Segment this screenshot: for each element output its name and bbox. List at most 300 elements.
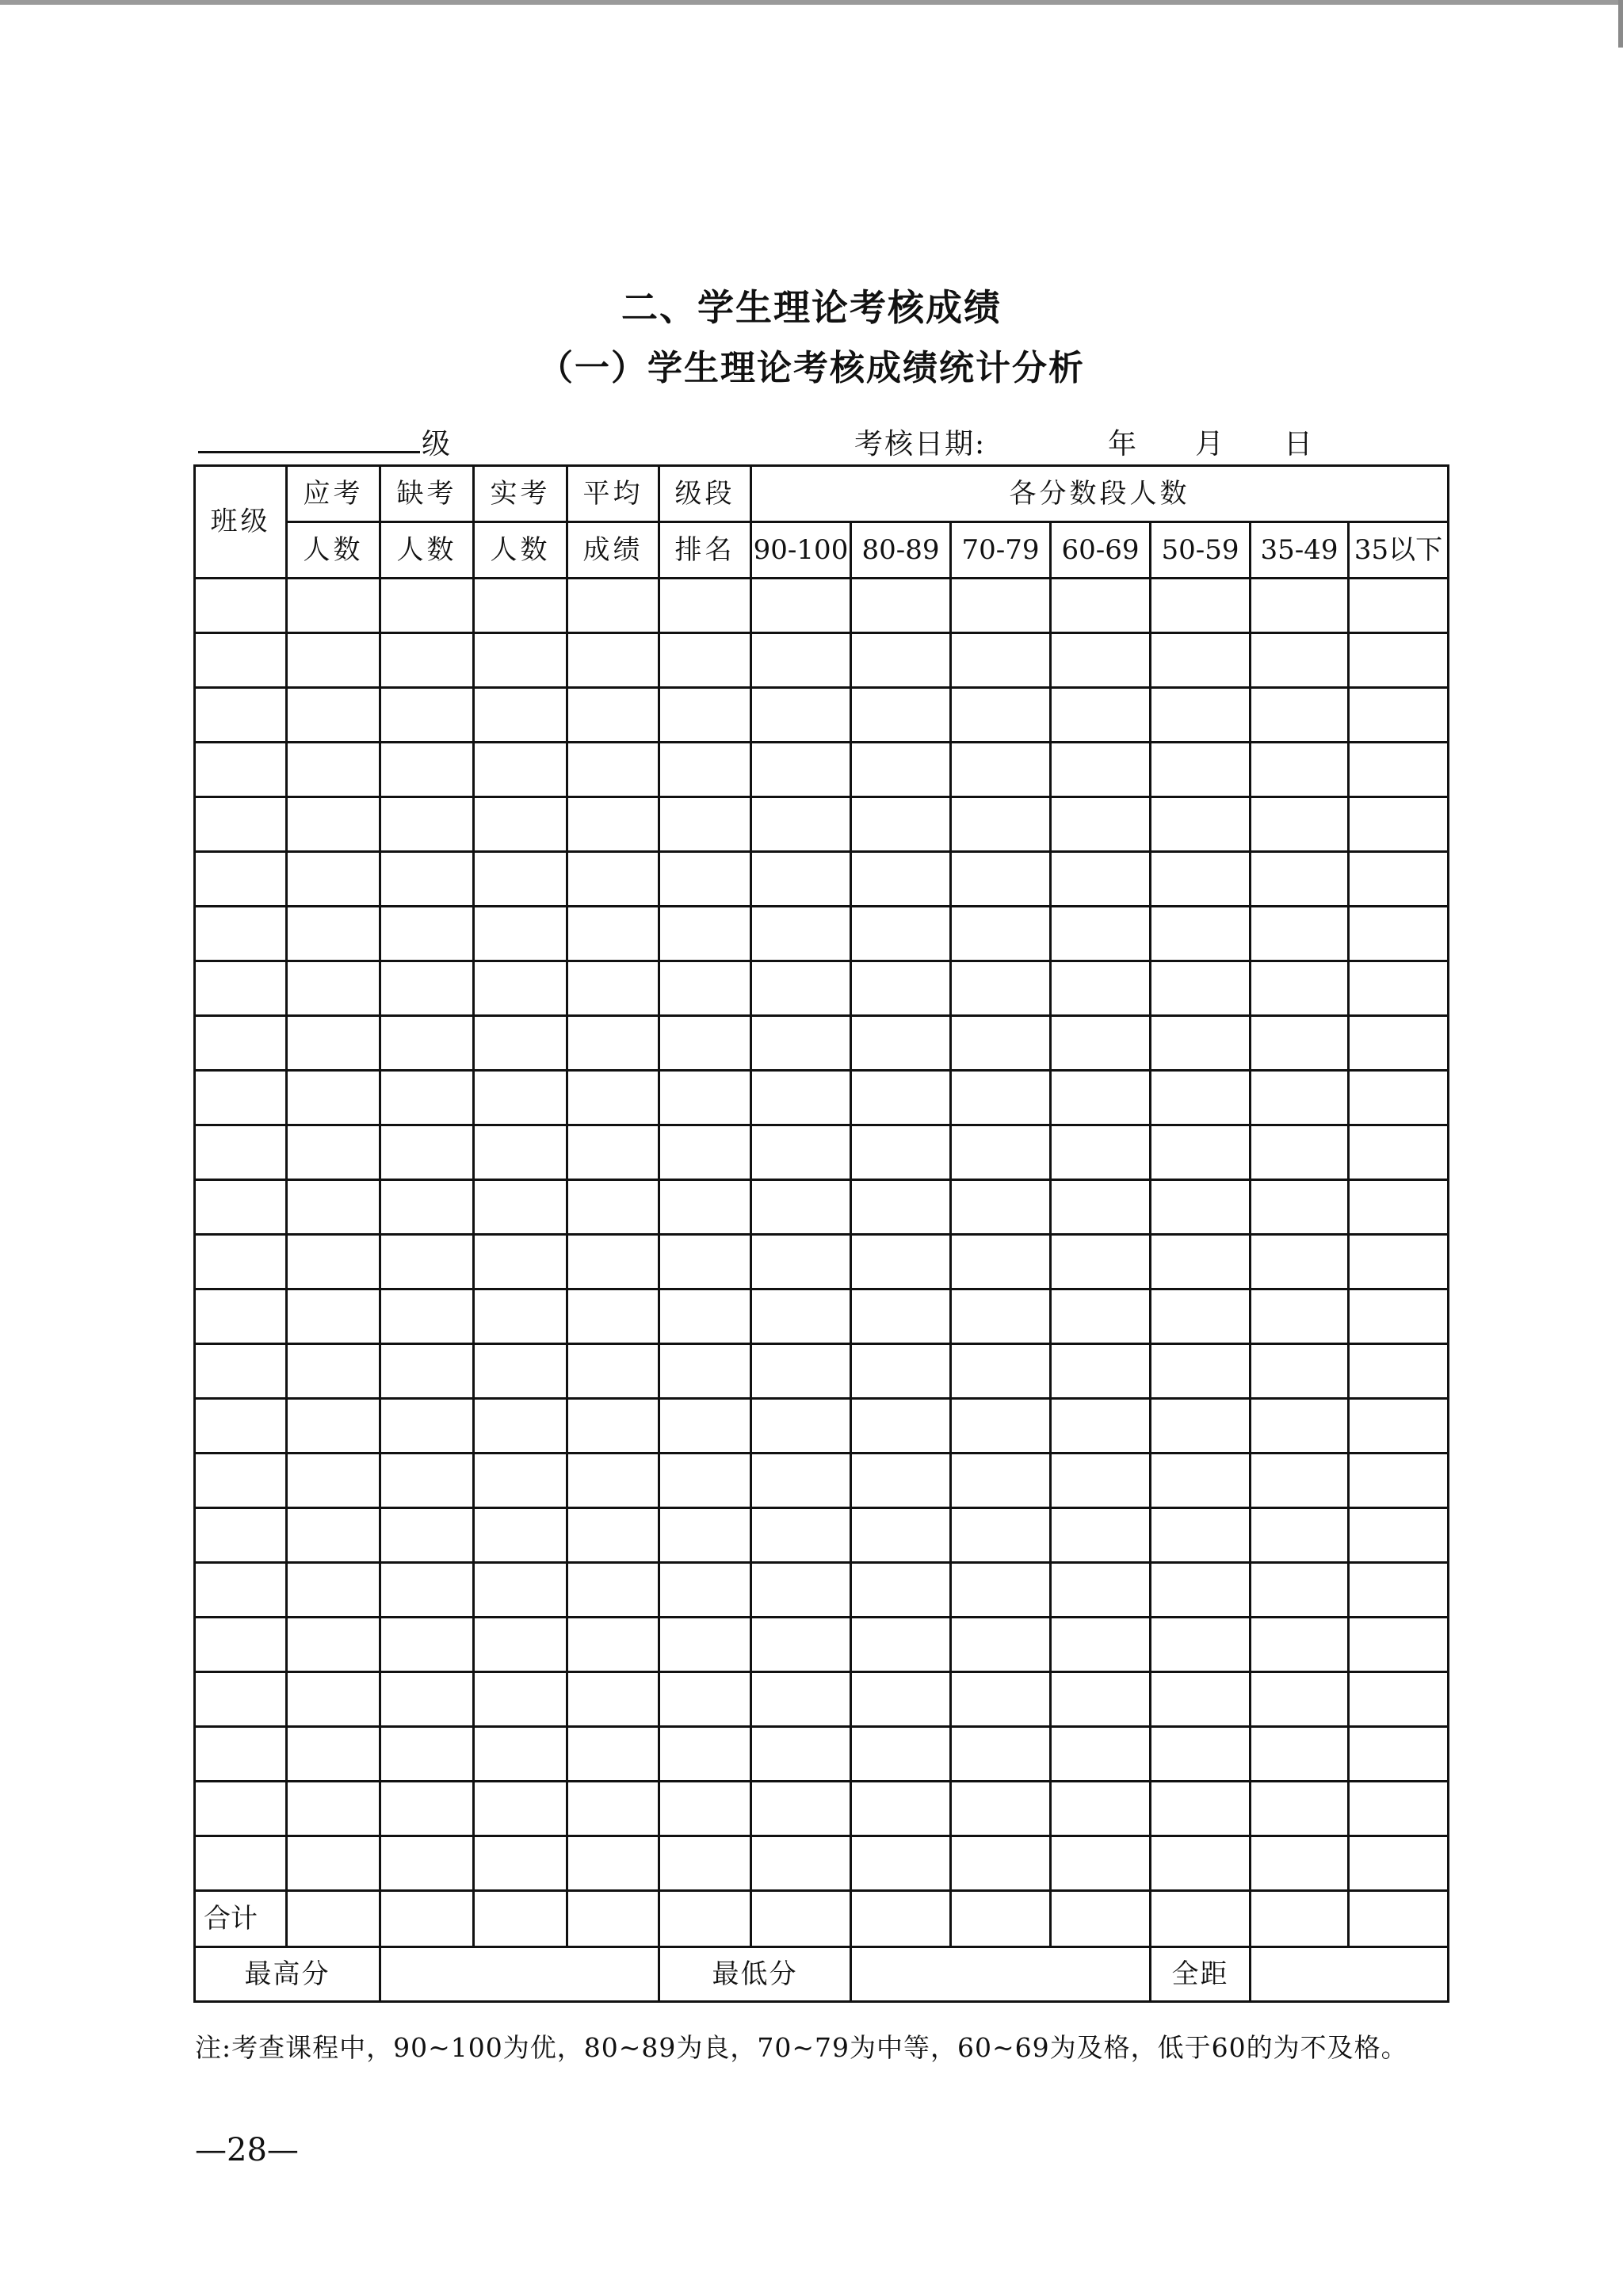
table-cell[interactable] bbox=[1051, 907, 1151, 961]
table-cell[interactable] bbox=[380, 579, 474, 633]
table-cell[interactable] bbox=[195, 1618, 287, 1672]
table-cell[interactable] bbox=[1151, 1508, 1251, 1563]
table-cell[interactable] bbox=[195, 1016, 287, 1071]
table-cell[interactable] bbox=[951, 1289, 1051, 1344]
table-cell[interactable] bbox=[951, 1180, 1051, 1235]
table-cell[interactable] bbox=[287, 633, 380, 688]
table-cell[interactable] bbox=[659, 1836, 751, 1891]
table-cell[interactable] bbox=[1349, 1125, 1449, 1180]
table-cell[interactable] bbox=[851, 688, 951, 743]
table-cell[interactable] bbox=[659, 579, 751, 633]
table-cell[interactable] bbox=[751, 1235, 851, 1289]
table-cell[interactable] bbox=[1051, 1782, 1151, 1836]
table-cell[interactable] bbox=[567, 1563, 659, 1618]
table-cell[interactable] bbox=[380, 1508, 474, 1563]
total-cell[interactable] bbox=[951, 1891, 1051, 1947]
table-cell[interactable] bbox=[474, 579, 567, 633]
table-cell[interactable] bbox=[380, 1836, 474, 1891]
table-cell[interactable] bbox=[474, 1071, 567, 1125]
table-cell[interactable] bbox=[474, 1563, 567, 1618]
table-cell[interactable] bbox=[1349, 1836, 1449, 1891]
table-cell[interactable] bbox=[195, 1672, 287, 1727]
table-cell[interactable] bbox=[951, 688, 1051, 743]
table-cell[interactable] bbox=[1051, 1836, 1151, 1891]
table-cell[interactable] bbox=[851, 633, 951, 688]
table-cell[interactable] bbox=[1251, 1782, 1349, 1836]
table-cell[interactable] bbox=[1151, 688, 1251, 743]
table-cell[interactable] bbox=[951, 961, 1051, 1016]
table-cell[interactable] bbox=[751, 797, 851, 852]
table-cell[interactable] bbox=[1051, 1180, 1151, 1235]
table-cell[interactable] bbox=[1349, 961, 1449, 1016]
total-cell[interactable] bbox=[659, 1891, 751, 1947]
table-cell[interactable] bbox=[1251, 961, 1349, 1016]
table-cell[interactable] bbox=[951, 1782, 1051, 1836]
table-cell[interactable] bbox=[474, 1344, 567, 1399]
table-cell[interactable] bbox=[1349, 1344, 1449, 1399]
table-cell[interactable] bbox=[1151, 1563, 1251, 1618]
table-cell[interactable] bbox=[567, 633, 659, 688]
table-cell[interactable] bbox=[1251, 633, 1349, 688]
table-cell[interactable] bbox=[751, 852, 851, 907]
table-cell[interactable] bbox=[195, 961, 287, 1016]
table-cell[interactable] bbox=[380, 1563, 474, 1618]
table-cell[interactable] bbox=[287, 579, 380, 633]
table-cell[interactable] bbox=[1251, 852, 1349, 907]
table-cell[interactable] bbox=[1251, 1180, 1349, 1235]
table-cell[interactable] bbox=[659, 797, 751, 852]
table-cell[interactable] bbox=[1151, 1235, 1251, 1289]
table-cell[interactable] bbox=[195, 633, 287, 688]
table-cell[interactable] bbox=[474, 1016, 567, 1071]
table-cell[interactable] bbox=[659, 1125, 751, 1180]
total-cell[interactable] bbox=[474, 1891, 567, 1947]
table-cell[interactable] bbox=[287, 1344, 380, 1399]
table-cell[interactable] bbox=[659, 633, 751, 688]
table-cell[interactable] bbox=[474, 1836, 567, 1891]
table-cell[interactable] bbox=[659, 743, 751, 797]
table-cell[interactable] bbox=[1251, 1836, 1349, 1891]
table-cell[interactable] bbox=[1151, 1180, 1251, 1235]
table-cell[interactable] bbox=[567, 1672, 659, 1727]
table-cell[interactable] bbox=[1051, 1071, 1151, 1125]
grade-blank-line[interactable] bbox=[198, 451, 420, 453]
table-cell[interactable] bbox=[287, 1836, 380, 1891]
table-cell[interactable] bbox=[1251, 1344, 1349, 1399]
table-cell[interactable] bbox=[851, 1672, 951, 1727]
table-cell[interactable] bbox=[474, 633, 567, 688]
table-cell[interactable] bbox=[474, 1618, 567, 1672]
table-cell[interactable] bbox=[1349, 1727, 1449, 1782]
table-cell[interactable] bbox=[567, 852, 659, 907]
table-cell[interactable] bbox=[1151, 1344, 1251, 1399]
min-score-cell[interactable] bbox=[851, 1947, 1151, 2002]
table-cell[interactable] bbox=[1051, 852, 1151, 907]
table-cell[interactable] bbox=[287, 961, 380, 1016]
table-cell[interactable] bbox=[380, 1344, 474, 1399]
table-cell[interactable] bbox=[1051, 1125, 1151, 1180]
table-cell[interactable] bbox=[659, 1180, 751, 1235]
table-cell[interactable] bbox=[1349, 1454, 1449, 1508]
table-cell[interactable] bbox=[1151, 1125, 1251, 1180]
table-cell[interactable] bbox=[1151, 961, 1251, 1016]
table-cell[interactable] bbox=[380, 743, 474, 797]
table-cell[interactable] bbox=[751, 1071, 851, 1125]
table-cell[interactable] bbox=[474, 688, 567, 743]
table-cell[interactable] bbox=[380, 907, 474, 961]
table-cell[interactable] bbox=[751, 1618, 851, 1672]
table-cell[interactable] bbox=[951, 797, 1051, 852]
table-cell[interactable] bbox=[951, 1672, 1051, 1727]
table-cell[interactable] bbox=[1349, 1563, 1449, 1618]
total-cell[interactable] bbox=[751, 1891, 851, 1947]
table-cell[interactable] bbox=[1151, 1071, 1251, 1125]
table-cell[interactable] bbox=[1151, 852, 1251, 907]
table-cell[interactable] bbox=[659, 1672, 751, 1727]
table-cell[interactable] bbox=[751, 579, 851, 633]
table-cell[interactable] bbox=[851, 1782, 951, 1836]
table-cell[interactable] bbox=[1349, 633, 1449, 688]
table-cell[interactable] bbox=[851, 1071, 951, 1125]
table-cell[interactable] bbox=[1349, 1180, 1449, 1235]
table-cell[interactable] bbox=[1151, 1782, 1251, 1836]
table-cell[interactable] bbox=[1251, 797, 1349, 852]
table-cell[interactable] bbox=[851, 1454, 951, 1508]
table-cell[interactable] bbox=[951, 1836, 1051, 1891]
table-cell[interactable] bbox=[659, 1454, 751, 1508]
table-cell[interactable] bbox=[1251, 1016, 1349, 1071]
table-cell[interactable] bbox=[474, 1454, 567, 1508]
table-cell[interactable] bbox=[851, 1180, 951, 1235]
table-cell[interactable] bbox=[195, 1836, 287, 1891]
table-cell[interactable] bbox=[1151, 743, 1251, 797]
table-cell[interactable] bbox=[474, 1289, 567, 1344]
table-cell[interactable] bbox=[567, 1618, 659, 1672]
table-cell[interactable] bbox=[287, 797, 380, 852]
table-cell[interactable] bbox=[659, 1399, 751, 1454]
table-cell[interactable] bbox=[287, 1399, 380, 1454]
table-cell[interactable] bbox=[851, 852, 951, 907]
table-cell[interactable] bbox=[380, 1618, 474, 1672]
table-cell[interactable] bbox=[851, 1344, 951, 1399]
table-cell[interactable] bbox=[1051, 1289, 1151, 1344]
table-cell[interactable] bbox=[951, 633, 1051, 688]
table-cell[interactable] bbox=[951, 1016, 1051, 1071]
table-cell[interactable] bbox=[1349, 1289, 1449, 1344]
max-score-cell[interactable] bbox=[380, 1947, 659, 2002]
table-cell[interactable] bbox=[287, 1672, 380, 1727]
table-cell[interactable] bbox=[1151, 579, 1251, 633]
table-cell[interactable] bbox=[195, 1125, 287, 1180]
table-cell[interactable] bbox=[1051, 1454, 1151, 1508]
table-cell[interactable] bbox=[1051, 579, 1151, 633]
table-cell[interactable] bbox=[1251, 1727, 1349, 1782]
table-cell[interactable] bbox=[287, 1071, 380, 1125]
table-cell[interactable] bbox=[287, 1508, 380, 1563]
table-cell[interactable] bbox=[1251, 688, 1349, 743]
table-cell[interactable] bbox=[751, 1563, 851, 1618]
table-cell[interactable] bbox=[195, 852, 287, 907]
table-cell[interactable] bbox=[851, 743, 951, 797]
table-cell[interactable] bbox=[567, 1836, 659, 1891]
table-cell[interactable] bbox=[380, 797, 474, 852]
table-cell[interactable] bbox=[1251, 1563, 1349, 1618]
table-cell[interactable] bbox=[1349, 1235, 1449, 1289]
table-cell[interactable] bbox=[380, 1454, 474, 1508]
table-cell[interactable] bbox=[951, 1235, 1051, 1289]
table-cell[interactable] bbox=[1251, 743, 1349, 797]
table-cell[interactable] bbox=[1251, 579, 1349, 633]
table-cell[interactable] bbox=[951, 1071, 1051, 1125]
table-cell[interactable] bbox=[951, 1508, 1051, 1563]
table-cell[interactable] bbox=[380, 961, 474, 1016]
table-cell[interactable] bbox=[1349, 1508, 1449, 1563]
table-cell[interactable] bbox=[659, 1618, 751, 1672]
table-cell[interactable] bbox=[1151, 1727, 1251, 1782]
table-cell[interactable] bbox=[195, 1180, 287, 1235]
table-cell[interactable] bbox=[474, 1782, 567, 1836]
table-cell[interactable] bbox=[659, 1344, 751, 1399]
table-cell[interactable] bbox=[851, 1508, 951, 1563]
table-cell[interactable] bbox=[474, 852, 567, 907]
table-cell[interactable] bbox=[751, 1016, 851, 1071]
table-cell[interactable] bbox=[751, 1289, 851, 1344]
table-cell[interactable] bbox=[567, 1289, 659, 1344]
table-cell[interactable] bbox=[1251, 1672, 1349, 1727]
table-cell[interactable] bbox=[751, 907, 851, 961]
table-cell[interactable] bbox=[195, 688, 287, 743]
table-cell[interactable] bbox=[951, 1727, 1051, 1782]
table-cell[interactable] bbox=[380, 1235, 474, 1289]
table-cell[interactable] bbox=[659, 1782, 751, 1836]
table-cell[interactable] bbox=[951, 1563, 1051, 1618]
table-cell[interactable] bbox=[751, 1180, 851, 1235]
table-cell[interactable] bbox=[951, 1454, 1051, 1508]
table-cell[interactable] bbox=[1349, 852, 1449, 907]
table-cell[interactable] bbox=[195, 1563, 287, 1618]
table-cell[interactable] bbox=[474, 1399, 567, 1454]
table-cell[interactable] bbox=[380, 1125, 474, 1180]
table-cell[interactable] bbox=[380, 1016, 474, 1071]
table-cell[interactable] bbox=[474, 961, 567, 1016]
table-cell[interactable] bbox=[851, 1618, 951, 1672]
table-cell[interactable] bbox=[195, 1454, 287, 1508]
total-cell[interactable] bbox=[1151, 1891, 1251, 1947]
table-cell[interactable] bbox=[567, 1016, 659, 1071]
table-cell[interactable] bbox=[851, 797, 951, 852]
table-cell[interactable] bbox=[567, 797, 659, 852]
table-cell[interactable] bbox=[287, 1235, 380, 1289]
table-cell[interactable] bbox=[1251, 1399, 1349, 1454]
table-cell[interactable] bbox=[1151, 907, 1251, 961]
table-cell[interactable] bbox=[1051, 743, 1151, 797]
table-cell[interactable] bbox=[287, 743, 380, 797]
table-cell[interactable] bbox=[567, 688, 659, 743]
table-cell[interactable] bbox=[851, 1563, 951, 1618]
table-cell[interactable] bbox=[474, 1672, 567, 1727]
table-cell[interactable] bbox=[1151, 1399, 1251, 1454]
table-cell[interactable] bbox=[951, 907, 1051, 961]
total-cell[interactable] bbox=[380, 1891, 474, 1947]
table-cell[interactable] bbox=[751, 1782, 851, 1836]
table-cell[interactable] bbox=[474, 907, 567, 961]
table-cell[interactable] bbox=[567, 961, 659, 1016]
total-cell[interactable] bbox=[1251, 1891, 1349, 1947]
table-cell[interactable] bbox=[567, 1727, 659, 1782]
table-cell[interactable] bbox=[659, 907, 751, 961]
table-cell[interactable] bbox=[380, 1071, 474, 1125]
total-cell[interactable] bbox=[287, 1891, 380, 1947]
range-cell[interactable] bbox=[1251, 1947, 1449, 2002]
table-cell[interactable] bbox=[659, 1235, 751, 1289]
table-cell[interactable] bbox=[380, 1782, 474, 1836]
table-cell[interactable] bbox=[951, 579, 1051, 633]
table-cell[interactable] bbox=[1151, 633, 1251, 688]
table-cell[interactable] bbox=[751, 1836, 851, 1891]
table-cell[interactable] bbox=[659, 1289, 751, 1344]
table-cell[interactable] bbox=[1151, 1016, 1251, 1071]
table-cell[interactable] bbox=[659, 1016, 751, 1071]
table-cell[interactable] bbox=[380, 1180, 474, 1235]
table-cell[interactable] bbox=[567, 1071, 659, 1125]
table-cell[interactable] bbox=[1051, 1618, 1151, 1672]
table-cell[interactable] bbox=[287, 852, 380, 907]
table-cell[interactable] bbox=[474, 797, 567, 852]
table-cell[interactable] bbox=[1051, 797, 1151, 852]
table-cell[interactable] bbox=[751, 1399, 851, 1454]
table-cell[interactable] bbox=[474, 1235, 567, 1289]
table-cell[interactable] bbox=[1349, 1782, 1449, 1836]
table-cell[interactable] bbox=[851, 961, 951, 1016]
table-cell[interactable] bbox=[1051, 1016, 1151, 1071]
table-cell[interactable] bbox=[567, 579, 659, 633]
table-cell[interactable] bbox=[380, 1727, 474, 1782]
table-cell[interactable] bbox=[380, 633, 474, 688]
table-cell[interactable] bbox=[195, 1235, 287, 1289]
table-cell[interactable] bbox=[851, 1727, 951, 1782]
table-cell[interactable] bbox=[659, 1508, 751, 1563]
table-cell[interactable] bbox=[1251, 1235, 1349, 1289]
table-cell[interactable] bbox=[1251, 1618, 1349, 1672]
table-cell[interactable] bbox=[751, 633, 851, 688]
table-cell[interactable] bbox=[951, 1399, 1051, 1454]
table-cell[interactable] bbox=[1051, 688, 1151, 743]
table-cell[interactable] bbox=[1251, 1289, 1349, 1344]
table-cell[interactable] bbox=[951, 1618, 1051, 1672]
table-cell[interactable] bbox=[751, 1508, 851, 1563]
table-cell[interactable] bbox=[751, 688, 851, 743]
table-cell[interactable] bbox=[1349, 1618, 1449, 1672]
table-cell[interactable] bbox=[380, 1399, 474, 1454]
table-cell[interactable] bbox=[1051, 961, 1151, 1016]
table-cell[interactable] bbox=[851, 1836, 951, 1891]
table-cell[interactable] bbox=[751, 961, 851, 1016]
total-cell[interactable] bbox=[1349, 1891, 1449, 1947]
table-cell[interactable] bbox=[1051, 1344, 1151, 1399]
table-cell[interactable] bbox=[751, 1125, 851, 1180]
table-cell[interactable] bbox=[474, 743, 567, 797]
table-cell[interactable] bbox=[287, 1180, 380, 1235]
table-cell[interactable] bbox=[567, 1399, 659, 1454]
table-cell[interactable] bbox=[1051, 633, 1151, 688]
total-cell[interactable] bbox=[567, 1891, 659, 1947]
table-cell[interactable] bbox=[1051, 1399, 1151, 1454]
table-cell[interactable] bbox=[1151, 1672, 1251, 1727]
table-cell[interactable] bbox=[851, 1016, 951, 1071]
total-cell[interactable] bbox=[851, 1891, 951, 1947]
table-cell[interactable] bbox=[1349, 688, 1449, 743]
table-cell[interactable] bbox=[474, 1125, 567, 1180]
table-cell[interactable] bbox=[287, 1727, 380, 1782]
table-cell[interactable] bbox=[751, 1672, 851, 1727]
table-cell[interactable] bbox=[380, 1289, 474, 1344]
table-cell[interactable] bbox=[751, 1344, 851, 1399]
table-cell[interactable] bbox=[751, 743, 851, 797]
table-cell[interactable] bbox=[659, 1563, 751, 1618]
table-cell[interactable] bbox=[287, 907, 380, 961]
table-cell[interactable] bbox=[951, 1125, 1051, 1180]
table-cell[interactable] bbox=[851, 907, 951, 961]
table-cell[interactable] bbox=[195, 1344, 287, 1399]
table-cell[interactable] bbox=[567, 907, 659, 961]
table-cell[interactable] bbox=[1349, 1399, 1449, 1454]
table-cell[interactable] bbox=[1349, 579, 1449, 633]
table-cell[interactable] bbox=[195, 1727, 287, 1782]
table-cell[interactable] bbox=[1051, 1727, 1151, 1782]
table-cell[interactable] bbox=[287, 1289, 380, 1344]
total-cell[interactable] bbox=[1051, 1891, 1151, 1947]
table-cell[interactable] bbox=[567, 1180, 659, 1235]
table-cell[interactable] bbox=[659, 1071, 751, 1125]
table-cell[interactable] bbox=[951, 1344, 1051, 1399]
table-cell[interactable] bbox=[659, 688, 751, 743]
table-cell[interactable] bbox=[951, 743, 1051, 797]
table-cell[interactable] bbox=[287, 688, 380, 743]
table-cell[interactable] bbox=[1251, 907, 1349, 961]
table-cell[interactable] bbox=[567, 1782, 659, 1836]
table-cell[interactable] bbox=[659, 961, 751, 1016]
table-cell[interactable] bbox=[1151, 1836, 1251, 1891]
table-cell[interactable] bbox=[659, 1727, 751, 1782]
table-cell[interactable] bbox=[1349, 743, 1449, 797]
table-cell[interactable] bbox=[1349, 1672, 1449, 1727]
table-cell[interactable] bbox=[1251, 1125, 1349, 1180]
table-cell[interactable] bbox=[474, 1180, 567, 1235]
table-cell[interactable] bbox=[567, 1125, 659, 1180]
table-cell[interactable] bbox=[1349, 1016, 1449, 1071]
table-cell[interactable] bbox=[1349, 1071, 1449, 1125]
table-cell[interactable] bbox=[1151, 1618, 1251, 1672]
table-cell[interactable] bbox=[1151, 1289, 1251, 1344]
table-cell[interactable] bbox=[287, 1563, 380, 1618]
table-cell[interactable] bbox=[195, 1782, 287, 1836]
table-cell[interactable] bbox=[195, 797, 287, 852]
table-cell[interactable] bbox=[851, 1125, 951, 1180]
table-cell[interactable] bbox=[1151, 797, 1251, 852]
table-cell[interactable] bbox=[287, 1782, 380, 1836]
table-cell[interactable] bbox=[1051, 1672, 1151, 1727]
table-cell[interactable] bbox=[380, 1672, 474, 1727]
table-cell[interactable] bbox=[195, 1508, 287, 1563]
table-cell[interactable] bbox=[1251, 1071, 1349, 1125]
table-cell[interactable] bbox=[567, 1344, 659, 1399]
table-cell[interactable] bbox=[474, 1727, 567, 1782]
table-cell[interactable] bbox=[567, 1508, 659, 1563]
table-cell[interactable] bbox=[195, 907, 287, 961]
table-cell[interactable] bbox=[195, 743, 287, 797]
table-cell[interactable] bbox=[1251, 1454, 1349, 1508]
table-cell[interactable] bbox=[195, 1399, 287, 1454]
